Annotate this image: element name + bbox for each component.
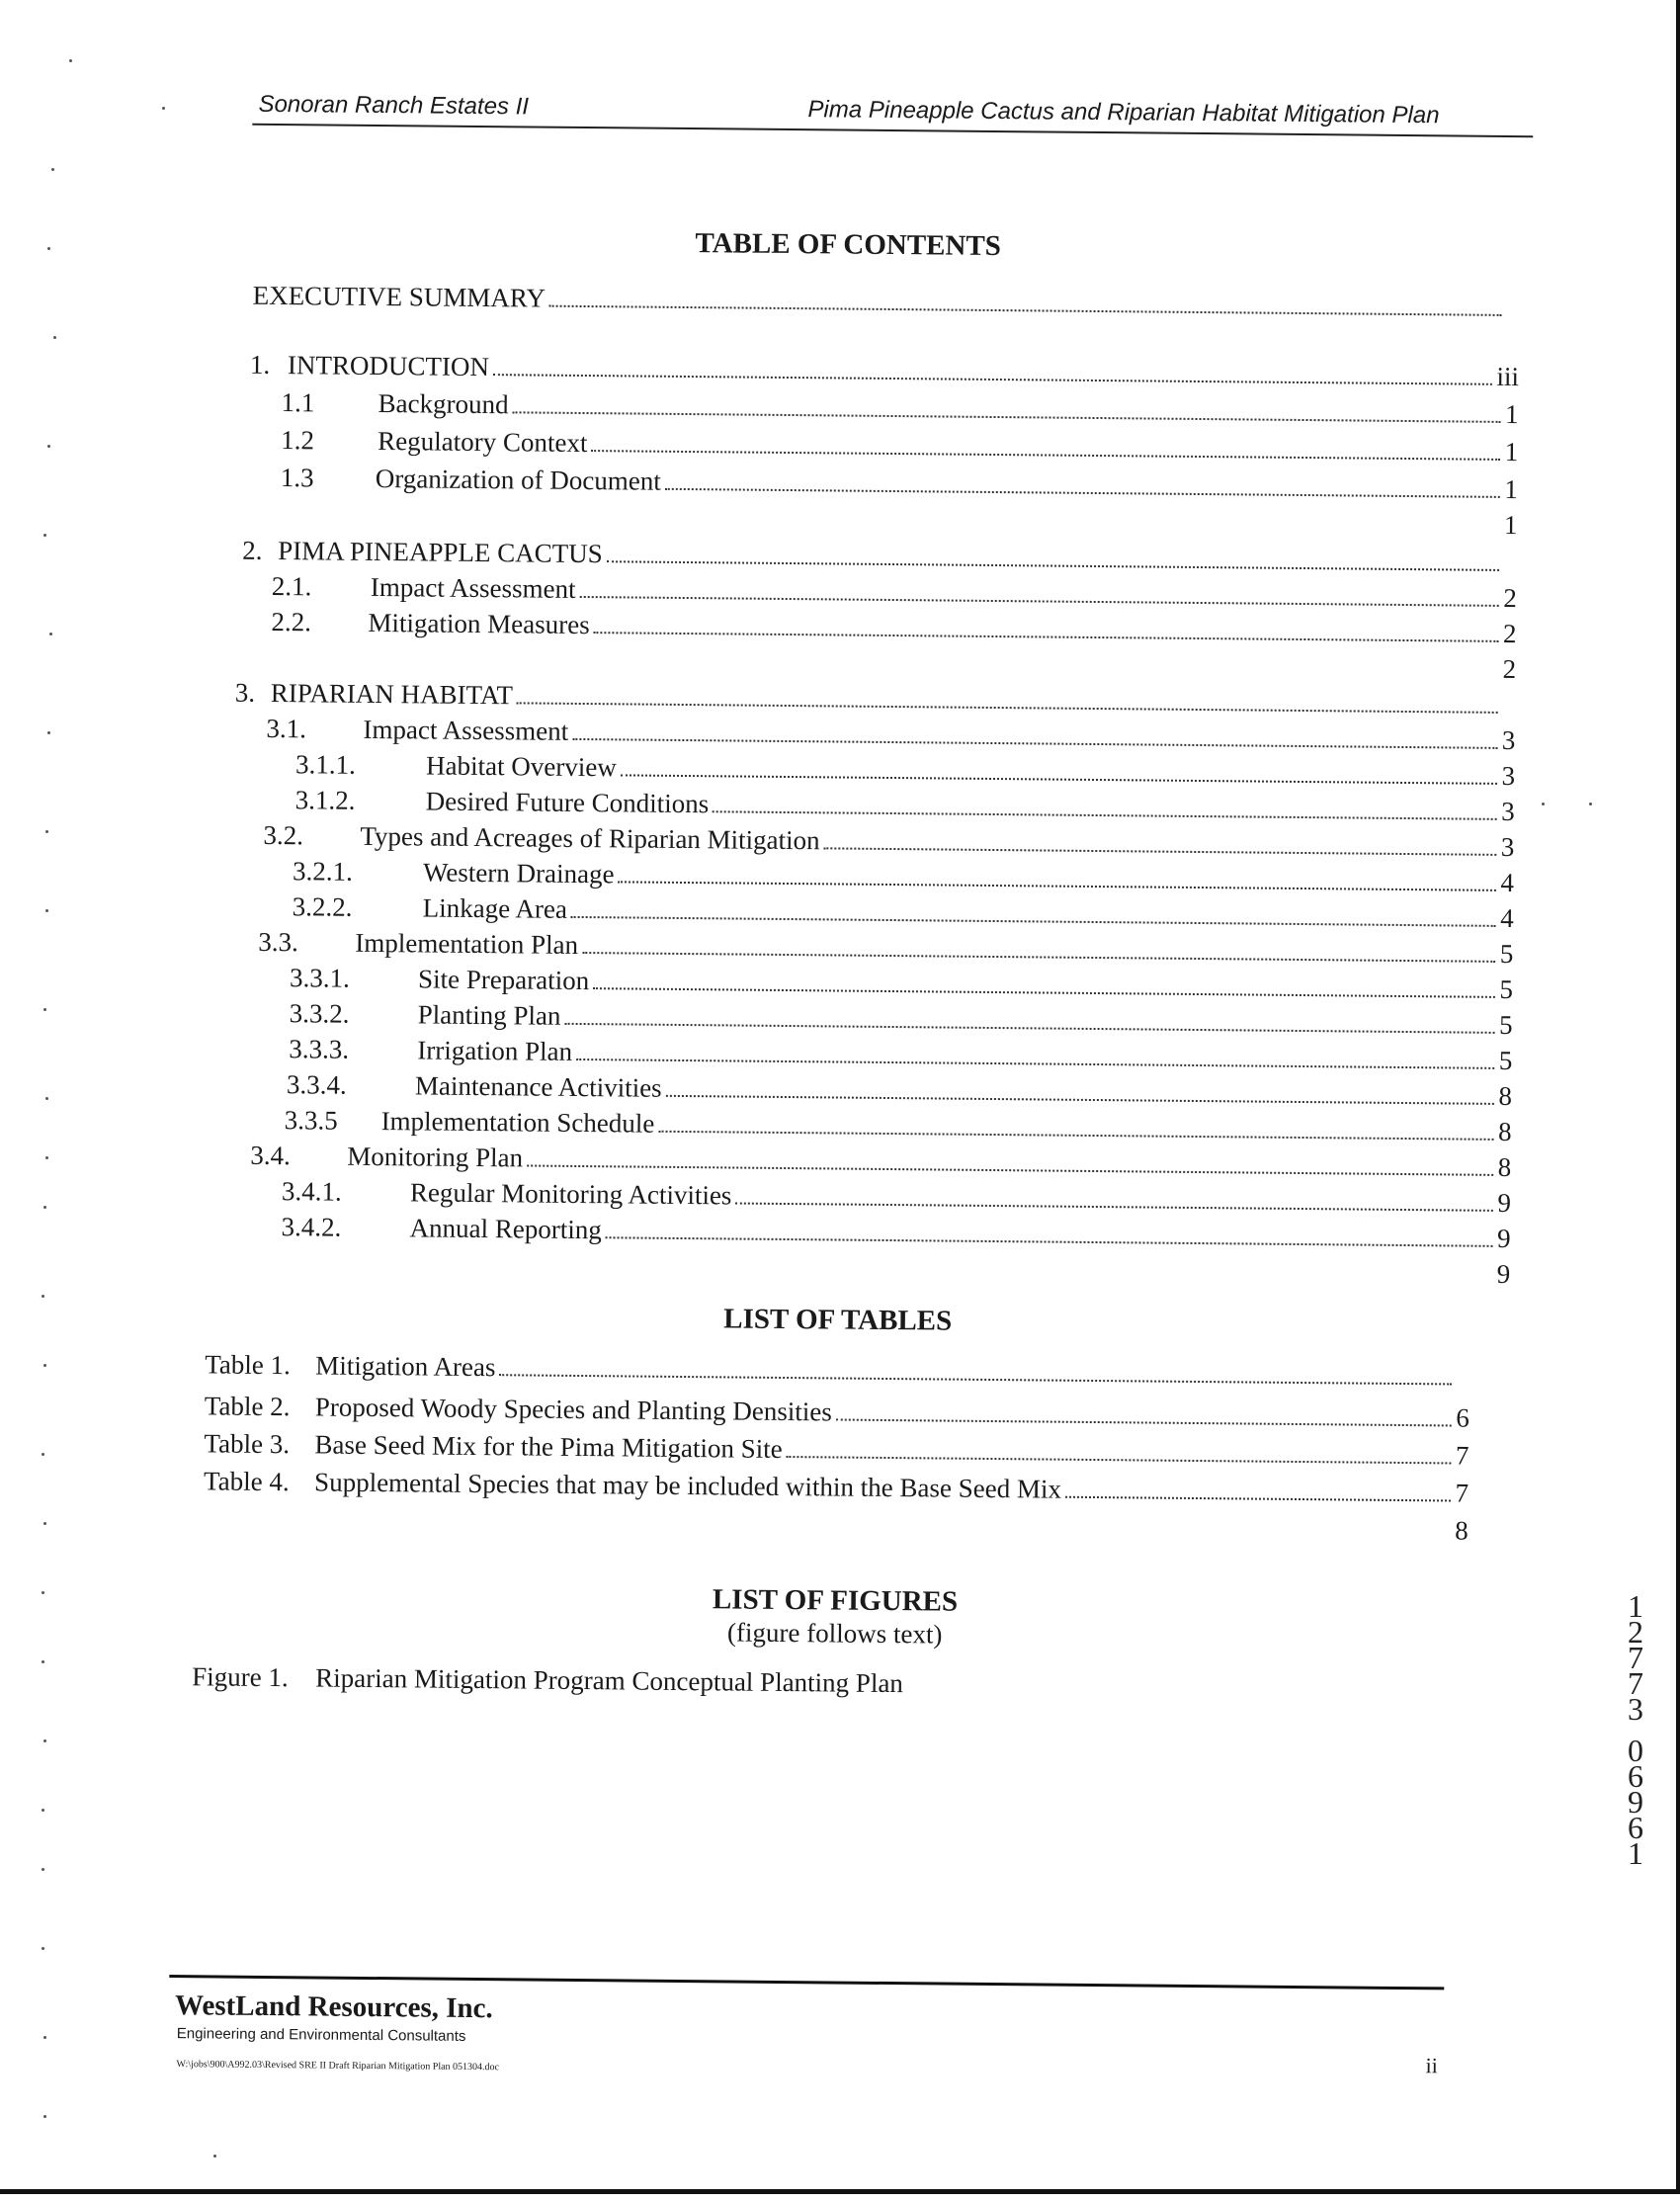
scan-speck — [43, 534, 46, 537]
toc-dot-leader — [572, 738, 1497, 749]
figure-entry — [192, 1661, 903, 1699]
scan-speck — [43, 1206, 46, 1209]
toc-entry — [295, 749, 1515, 792]
bates-digit: 7 — [1621, 1670, 1650, 1696]
scan-speck — [42, 1295, 44, 1298]
toc-number: 3.3.2. — [290, 998, 418, 1030]
scan-speck — [47, 731, 50, 734]
toc-entry — [266, 714, 1515, 756]
toc-dot-leader — [564, 1023, 1494, 1034]
toc-page-number: 8 — [1497, 1152, 1511, 1183]
toc-entry — [282, 1176, 1511, 1219]
toc-number: 3.4. — [250, 1141, 347, 1172]
toc-dot-leader — [618, 881, 1495, 891]
toc-label: INTRODUCTION — [288, 350, 489, 382]
toc-entry — [263, 820, 1514, 863]
toc-dot-leader — [571, 916, 1496, 927]
bates-digit: 6 — [1621, 1763, 1650, 1789]
toc-page-number: 1 — [1504, 474, 1518, 505]
toc-label: Western Drainage — [423, 857, 615, 889]
toc-number: 3.2.2. — [293, 891, 423, 923]
toc-page-number: iii — [1496, 362, 1519, 392]
toc-dot-leader — [666, 1095, 1494, 1105]
toc-label: Background — [378, 388, 508, 420]
table-number: Table 2. — [205, 1391, 315, 1422]
toc-number: 1.1 — [281, 387, 378, 419]
scan-speck — [162, 107, 165, 110]
toc-page-number: 4 — [1500, 903, 1514, 934]
toc-entry — [1477, 510, 1517, 541]
toc-dot-leader — [579, 596, 1498, 607]
toc-page-number: 4 — [1500, 868, 1514, 898]
scan-speck — [42, 1591, 44, 1594]
figures-title: LIST OF FIGURES — [0, 1576, 1675, 1625]
toc-title: TABLE OF CONTENTS — [8, 220, 1680, 269]
toc-label: Regular Monitoring Activities — [410, 1177, 732, 1211]
scan-speck — [43, 2036, 46, 2039]
scan-speck — [45, 1097, 48, 1100]
toc-dot-leader — [591, 450, 1500, 461]
scan-speck — [45, 1156, 48, 1159]
footer-company: WestLand Resources, Inc. — [175, 1990, 493, 2025]
toc-dot-leader — [658, 1131, 1493, 1141]
toc-entry — [285, 1105, 1512, 1147]
table-number: Table 4. — [204, 1466, 314, 1497]
scan-speck — [47, 247, 50, 250]
bates-digit: 3 — [1621, 1696, 1650, 1722]
toc-entry — [272, 571, 1517, 614]
toc-entry — [281, 425, 1518, 467]
toc-label: Site Preparation — [418, 964, 590, 996]
figure-label: Riparian Mitigation Program Conceptual Planting Plan — [315, 1662, 903, 1698]
toc-number: 2. — [242, 536, 278, 566]
toc-entry — [289, 1034, 1512, 1076]
scan-speck — [45, 830, 48, 833]
table-entry — [1429, 1515, 1469, 1546]
toc-label: Types and Acreages of Riparian Mitigation — [360, 821, 820, 856]
toc-label: Regulatory Context — [378, 426, 588, 459]
scan-speck — [42, 1868, 44, 1871]
footer-page-number: ii — [1425, 2053, 1437, 2078]
scan-speck — [42, 1809, 44, 1812]
scan-speck — [42, 1947, 44, 1950]
table-dot-leader — [1065, 1496, 1451, 1502]
footer-rule — [169, 1975, 1444, 1990]
toc-number: 3.3.4. — [287, 1069, 415, 1101]
toc-entry — [1476, 654, 1516, 685]
table-dot-leader — [499, 1374, 1452, 1385]
scan-speck — [47, 445, 50, 448]
toc-entry — [290, 998, 1513, 1041]
toc-number: 3.4.1. — [282, 1176, 410, 1208]
figures-subtitle: (figure follows text) — [0, 1610, 1675, 1656]
toc-page-number: 8 — [1498, 1081, 1512, 1112]
table-page-number: 7 — [1455, 1479, 1469, 1509]
toc-entry — [293, 891, 1514, 934]
toc-entry — [281, 463, 1518, 505]
header-right: Pima Pineapple Cactus and Riparian Habitat Mitigation Plan — [807, 96, 1439, 129]
bates-digit: 1 — [1621, 1593, 1650, 1619]
scan-speck — [42, 1660, 44, 1663]
toc-number: 3.2. — [263, 820, 360, 852]
toc-page-number: 5 — [1498, 1046, 1512, 1076]
toc-entry — [250, 350, 1519, 392]
toc-dot-leader — [606, 1236, 1493, 1247]
toc-list — [11, 0, 1680, 8]
scan-speck — [51, 168, 54, 171]
bates-digit: 0 — [1621, 1737, 1650, 1763]
toc-entry — [281, 387, 1518, 430]
scan-speck — [42, 1453, 44, 1456]
table-page-number: 7 — [1455, 1441, 1469, 1472]
toc-dot-leader — [665, 488, 1500, 498]
toc-entry — [258, 927, 1513, 970]
toc-page-number: 3 — [1501, 761, 1515, 792]
scan-speck — [45, 909, 48, 912]
toc-entry — [250, 1141, 1511, 1183]
toc-entry — [287, 1069, 1512, 1112]
scan-edge-right — [1676, 0, 1680, 2194]
toc-label: Implementation Schedule — [380, 1106, 654, 1140]
toc-label: Annual Reporting — [409, 1213, 602, 1245]
header-left: Sonoran Ranch Estates II — [258, 91, 529, 122]
toc-page-number: 2 — [1502, 654, 1516, 685]
toc-label: Monitoring Plan — [347, 1142, 523, 1174]
toc-number: 3.3.5 — [285, 1105, 381, 1137]
toc-label: Impact Assessment — [371, 572, 576, 605]
toc-dot-leader — [576, 1059, 1494, 1069]
toc-page-number: 1 — [1504, 437, 1518, 467]
toc-number: 3.1.2. — [295, 785, 426, 816]
toc-dot-leader — [593, 987, 1495, 998]
table-label: Base Seed Mix for the Pima Mitigation Site — [314, 1429, 782, 1465]
figure-num: Figure 1. — [192, 1661, 289, 1692]
toc-entry — [290, 963, 1513, 1005]
scan-speck — [43, 1364, 46, 1367]
scan-speck — [49, 633, 52, 635]
toc-page-number: 3 — [1501, 725, 1515, 756]
toc-label: Linkage Area — [423, 892, 567, 924]
toc-page-number: 5 — [1499, 974, 1513, 1005]
toc-page-number: 9 — [1496, 1224, 1510, 1254]
tables-list — [11, 0, 1680, 8]
scan-speck — [43, 1522, 46, 1525]
toc-number: 3.2.1. — [293, 856, 423, 888]
toc-number: 2.1. — [272, 571, 371, 603]
toc-entry — [295, 785, 1515, 827]
toc-page-number: 2 — [1503, 583, 1517, 614]
scan-edge-bottom — [0, 2189, 1680, 2194]
toc-dot-leader — [621, 774, 1497, 785]
table-number: Table 3. — [204, 1428, 314, 1460]
toc-dot-leader — [735, 1203, 1493, 1212]
table-page-number: 8 — [1455, 1516, 1469, 1547]
toc-label: Planting Plan — [418, 999, 561, 1031]
toc-page-number: 1 — [1503, 510, 1517, 541]
toc-dot-leader — [512, 411, 1500, 423]
toc-page-number: 3 — [1501, 797, 1515, 827]
toc-dot-leader — [582, 952, 1495, 963]
toc-entry — [253, 281, 1520, 323]
table-dot-leader — [787, 1456, 1452, 1464]
toc-page-number: 2 — [1502, 619, 1516, 649]
table-entry — [204, 1428, 1469, 1471]
toc-label: RIPARIAN HABITAT — [271, 678, 513, 711]
toc-number: 1.3 — [281, 463, 376, 494]
toc-number: 3.3.1. — [290, 963, 418, 994]
table-label: Supplemental Species that may be included within the Base Seed Mix — [314, 1467, 1061, 1504]
toc-number: 1.2 — [281, 425, 378, 457]
toc-dot-leader — [549, 305, 1502, 316]
toc-dot-leader — [517, 702, 1498, 714]
toc-entry — [281, 1212, 1510, 1254]
bates-digit: 9 — [1621, 1789, 1650, 1815]
toc-entry — [1470, 1259, 1510, 1290]
toc-label: Mitigation Measures — [368, 608, 590, 640]
toc-number: 2.2. — [271, 607, 368, 638]
toc-label: Maintenance Activities — [415, 1070, 662, 1103]
toc-page-number: 8 — [1497, 1117, 1511, 1147]
table-label: Proposed Woody Species and Planting Densities — [315, 1392, 832, 1427]
scan-speck — [213, 2155, 216, 2158]
toc-label: Organization of Document — [376, 464, 661, 497]
table-entry — [205, 1391, 1470, 1433]
toc-label: PIMA PINEAPPLE CACTUS — [278, 536, 603, 569]
scan-speck — [53, 336, 56, 339]
toc-page-number: 9 — [1496, 1259, 1510, 1290]
toc-page-number: 1 — [1504, 399, 1518, 430]
toc-label: Desired Future Conditions — [426, 786, 710, 819]
toc-number: 3.4.2. — [281, 1212, 409, 1243]
table-dot-leader — [836, 1418, 1452, 1426]
toc-label: Implementation Plan — [355, 928, 578, 961]
toc-dot-leader — [824, 847, 1497, 856]
toc-dot-leader — [594, 632, 1499, 642]
scan-speck — [1589, 803, 1592, 805]
table-entry — [204, 1466, 1469, 1508]
toc-number: 3.3.3. — [289, 1034, 417, 1065]
toc-number: 3.1.1. — [295, 749, 426, 781]
toc-page-number: 5 — [1499, 939, 1513, 970]
toc-number: 3.3. — [258, 927, 355, 959]
toc-page-number: 5 — [1498, 1010, 1512, 1041]
toc-label: Impact Assessment — [363, 715, 568, 747]
table-number: Table 1. — [205, 1349, 315, 1381]
toc-number: 3. — [235, 678, 271, 709]
tables-title: LIST OF TABLES — [0, 1296, 1678, 1344]
bates-digit: 7 — [1621, 1645, 1650, 1670]
table-entry — [205, 1349, 1470, 1392]
toc-entry — [293, 856, 1514, 898]
bates-digit: 1 — [1621, 1840, 1650, 1866]
toc-page-number: 3 — [1500, 832, 1514, 863]
scan-speck — [43, 1008, 46, 1011]
bates-stamp — [1621, 1593, 1650, 1866]
table-page-number: 6 — [1456, 1403, 1470, 1434]
toc-page-number: 9 — [1497, 1188, 1511, 1219]
toc-label: Habitat Overview — [426, 750, 617, 783]
scan-speck — [43, 2115, 46, 2118]
scan-speck — [1542, 803, 1545, 805]
toc-label: Irrigation Plan — [417, 1035, 572, 1067]
footer-tagline: Engineering and Environmental Consultants — [177, 2025, 466, 2045]
toc-dot-leader — [607, 560, 1499, 571]
scan-speck — [69, 59, 72, 62]
toc-dot-leader — [713, 810, 1496, 820]
toc-dot-leader — [493, 374, 1492, 385]
toc-number: 3.1. — [266, 714, 363, 745]
table-label: Mitigation Areas — [315, 1350, 496, 1383]
scan-speck — [43, 1739, 46, 1742]
toc-dot-leader — [527, 1164, 1493, 1175]
toc-entry — [271, 607, 1516, 649]
footer-file-path: W:\jobs\900\A992.03\Revised SRE II Draft Riparian Mitigation Plan 051304.doc — [176, 2059, 499, 2073]
bates-digit: 2 — [1621, 1619, 1650, 1645]
bates-digit: 6 — [1621, 1815, 1650, 1840]
toc-label: EXECUTIVE SUMMARY — [253, 281, 546, 314]
toc-number: 1. — [250, 350, 288, 381]
